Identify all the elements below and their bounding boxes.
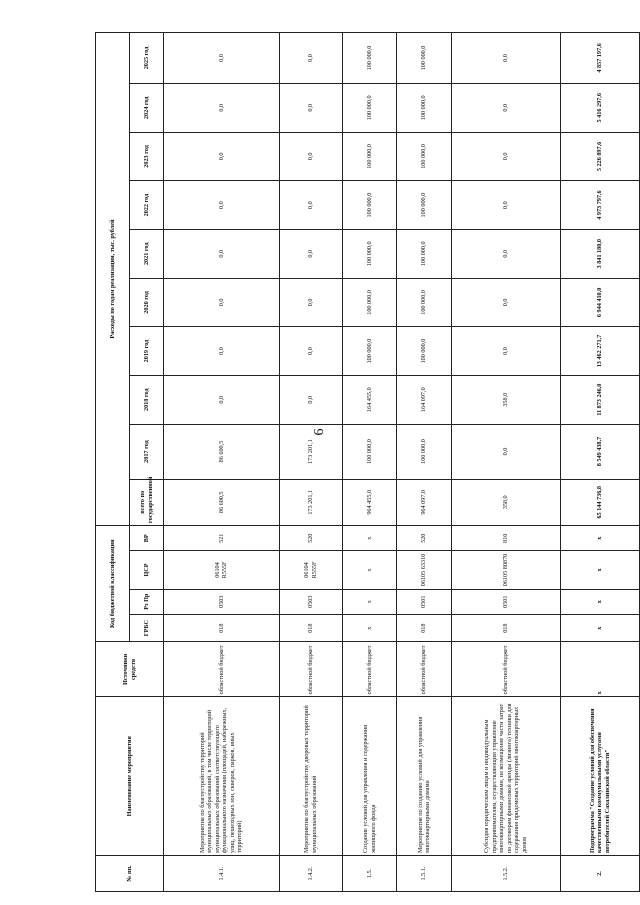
year-value: 100 000,0 [343, 424, 397, 479]
year-value: 0,0 [164, 132, 280, 181]
year-value: 100 000,0 [343, 83, 397, 132]
year-value: 173 201,1 [279, 424, 342, 479]
year-value: 0,0 [279, 375, 342, 424]
table-row [164, 33, 280, 892]
code-csr: 06105 63310 [397, 551, 451, 589]
year-value: 0,0 [451, 327, 560, 376]
year-value: 0,0 [451, 33, 560, 84]
year-value: 100 000,0 [397, 424, 451, 479]
header-rzpr: Рз Пр [130, 589, 164, 614]
header-expenses-group: Расходы по годам реализации, тыс. рублей [96, 33, 130, 526]
code-csr: 06105 80870 [451, 551, 560, 589]
year-value: 0,0 [279, 278, 342, 327]
code-csr: 06104 R555F [279, 551, 342, 589]
year-value: 3 841 180,0 [560, 229, 639, 278]
total-value: 358,0 [451, 479, 560, 526]
code-rzpr: x [560, 589, 639, 614]
year-value: 100 000,0 [397, 181, 451, 230]
table-row [560, 33, 639, 892]
year-value: 0,0 [451, 229, 560, 278]
header-year: 2022 год [130, 181, 164, 230]
code-grbs: x [560, 614, 639, 642]
year-value: 358,0 [451, 375, 560, 424]
year-value: 86 600,5 [164, 424, 280, 479]
row-number: 1.5.1. [397, 856, 451, 892]
total-value: 964 097,0 [397, 479, 451, 526]
year-value: 0,0 [279, 132, 342, 181]
expenses-table [95, 32, 640, 892]
total-value: 964 455,0 [343, 479, 397, 526]
header-year: 2021 год [130, 229, 164, 278]
table-row [343, 33, 397, 892]
year-value: 164 455,0 [343, 375, 397, 424]
rotated-table-wrapper [95, 32, 640, 892]
code-grbs: 018 [397, 614, 451, 642]
code-csr: x [343, 551, 397, 589]
page-number: 6 [312, 428, 327, 436]
year-value: 0,0 [451, 83, 560, 132]
year-value: 0,0 [164, 181, 280, 230]
measure-name: Мероприятия по созданию условий для управления многоквартирными домами [397, 697, 451, 856]
year-value: 100 000,0 [343, 278, 397, 327]
header-year: 2020 год [130, 278, 164, 327]
code-rzpr: 0501 [397, 589, 451, 614]
year-value: 11 873 246,0 [560, 375, 639, 424]
year-value: 0,0 [451, 424, 560, 479]
measure-name: Мероприятия по благоустройству территорий муниципальных образований, в том числе территорий муниципальных образований соответствующего функционального назначения (площадей, набережных, улиц, пешеходных зон, скверов, парков, иных территорий) [164, 697, 280, 856]
funding-source: областной бюджет [279, 642, 342, 697]
code-vr: 810 [451, 526, 560, 551]
code-csr: 06104 R555F [164, 551, 280, 589]
measure-name: Подпрограмма "Создание условий для обеспечения качественными коммунальными услугами потребителей Сахалинской области" [560, 697, 639, 856]
header-grbs: ГРБС [130, 614, 164, 642]
year-value: 100 000,0 [397, 132, 451, 181]
year-value: 100 000,0 [397, 278, 451, 327]
row-number: 1.5.2. [451, 856, 560, 892]
year-value: 6 944 410,0 [560, 278, 639, 327]
code-vr: x [560, 526, 639, 551]
measure-name: Субсидия юридическим лицам и индивидуальным предпринимателям, осуществляющим управление многоквартирными домами, на возмещение части затрат по договорам финансовой аренды (лизинга) техники для содержания придомовых территорий многоквартирных домов [451, 697, 560, 856]
year-value: 0,0 [164, 229, 280, 278]
funding-source: x [560, 642, 639, 697]
code-rzpr: 0503 [164, 589, 280, 614]
year-value: 13 462 271,7 [560, 327, 639, 376]
year-value: 100 000,0 [343, 33, 397, 84]
row-number: 2. [560, 856, 639, 892]
total-value: 173 201,1 [279, 479, 342, 526]
year-value: 0,0 [279, 327, 342, 376]
code-grbs: 018 [451, 614, 560, 642]
header-total: всего по государственной [130, 479, 164, 526]
year-value: 100 000,0 [397, 327, 451, 376]
header-year: 2017 год [130, 424, 164, 479]
year-value: 0,0 [164, 278, 280, 327]
year-value: 0,0 [164, 83, 280, 132]
table-body [164, 33, 640, 892]
header-source: Источники средств [96, 642, 164, 697]
year-value: 0,0 [164, 327, 280, 376]
year-value: 100 000,0 [397, 83, 451, 132]
code-rzpr: 0501 [451, 589, 560, 614]
year-value: 0,0 [279, 33, 342, 84]
row-number: 1.4.2. [279, 856, 342, 892]
table-row [397, 33, 451, 892]
header-year: 2019 год [130, 327, 164, 376]
funding-source: областной бюджет [343, 642, 397, 697]
year-value: 5 416 297,6 [560, 83, 639, 132]
header-year: 2018 год [130, 375, 164, 424]
year-value: 100 000,0 [343, 181, 397, 230]
code-grbs: 018 [164, 614, 280, 642]
year-value: 5 226 897,6 [560, 132, 639, 181]
year-value: 0,0 [164, 33, 280, 84]
year-value: 100 000,0 [343, 132, 397, 181]
code-rzpr: 0503 [279, 589, 342, 614]
table-row [279, 33, 342, 892]
header-year: 2024 год [130, 83, 164, 132]
header-no: № пп. [96, 856, 164, 892]
header-name: Наименование мероприятия [96, 697, 164, 856]
table-row [451, 33, 560, 892]
year-value: 0,0 [279, 83, 342, 132]
funding-source: областной бюджет [451, 642, 560, 697]
funding-source: областной бюджет [164, 642, 280, 697]
code-csr: x [560, 551, 639, 589]
year-value: 0,0 [279, 229, 342, 278]
measure-name: Создание условий для управления и содержания жилищного фонда [343, 697, 397, 856]
row-number: 1.4.1. [164, 856, 280, 892]
year-value: 100 000,0 [397, 33, 451, 84]
year-value: 100 000,0 [343, 327, 397, 376]
header-year: 2023 год [130, 132, 164, 181]
code-rzpr: x [343, 589, 397, 614]
year-value: 100 000,0 [343, 229, 397, 278]
header-year: 2025 год [130, 33, 164, 84]
total-value: 86 600,5 [164, 479, 280, 526]
code-grbs: x [343, 614, 397, 642]
funding-source: областной бюджет [397, 642, 451, 697]
code-vr: 520 [279, 526, 342, 551]
code-vr: 521 [164, 526, 280, 551]
code-grbs: 018 [279, 614, 342, 642]
year-value: 0,0 [451, 278, 560, 327]
year-value: 4 857 197,6 [560, 33, 639, 84]
total-value: 65 144 736,8 [560, 479, 639, 526]
year-value: 0,0 [279, 181, 342, 230]
year-value: 164 097,0 [397, 375, 451, 424]
code-vr: 520 [397, 526, 451, 551]
year-value: 0,0 [451, 132, 560, 181]
year-value: 100 000,0 [397, 229, 451, 278]
code-vr: x [343, 526, 397, 551]
row-number: 1.5. [343, 856, 397, 892]
year-value: 0,0 [164, 375, 280, 424]
header-vr: ВР [130, 526, 164, 551]
measure-name: Мероприятия по благоустройству дворовых территорий муниципальных образований [279, 697, 342, 856]
year-value: 0,0 [451, 181, 560, 230]
year-value: 4 973 797,6 [560, 181, 639, 230]
header-csr: ЦСР [130, 551, 164, 589]
header-code-group: Код бюджетной классификации [96, 526, 130, 642]
year-value: 8 549 438,7 [560, 424, 639, 479]
